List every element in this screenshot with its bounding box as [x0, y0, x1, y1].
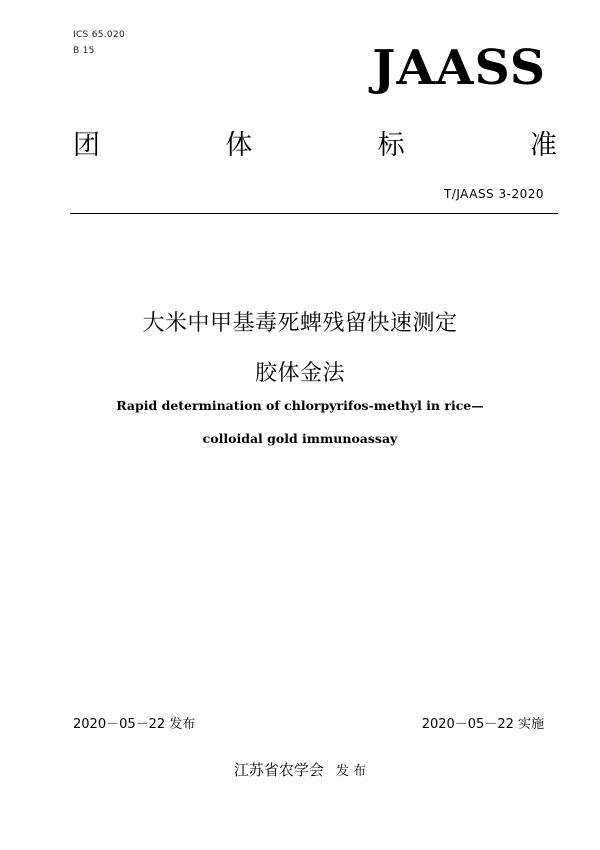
ccs-code: B 15 — [73, 46, 95, 56]
publish-date: 2020－05－22 发布 — [73, 717, 196, 732]
header-divider — [70, 213, 558, 214]
jaass-logo: JAASS — [371, 40, 546, 96]
title-en-line1: Rapid determination of chlorpyrifos-methyl in rice— — [116, 398, 484, 413]
standard-number: T/JAASS 3-2020 — [443, 187, 544, 201]
publisher-action: 发 布 — [335, 764, 367, 779]
standard-type-heading — [73, 132, 557, 159]
standard-type-char: 团 — [73, 130, 100, 161]
standard-type-char: 体 — [225, 130, 253, 161]
standard-type-char: 准 — [529, 130, 557, 161]
title-cn-line2: 胶体金法 — [254, 361, 345, 386]
standard-type-char: 标 — [377, 130, 405, 161]
ics-code: ICS 65.020 — [73, 30, 126, 40]
publisher-line — [0, 759, 600, 780]
title-cn-line1: 大米中甲基毒死蜱残留快速测定 — [142, 311, 458, 336]
title-en-line2: colloidal gold immunoassay — [202, 431, 398, 446]
publisher-name: 江苏省农学会 — [233, 761, 324, 779]
implement-date: 2020－05－22 实施 — [421, 717, 544, 732]
